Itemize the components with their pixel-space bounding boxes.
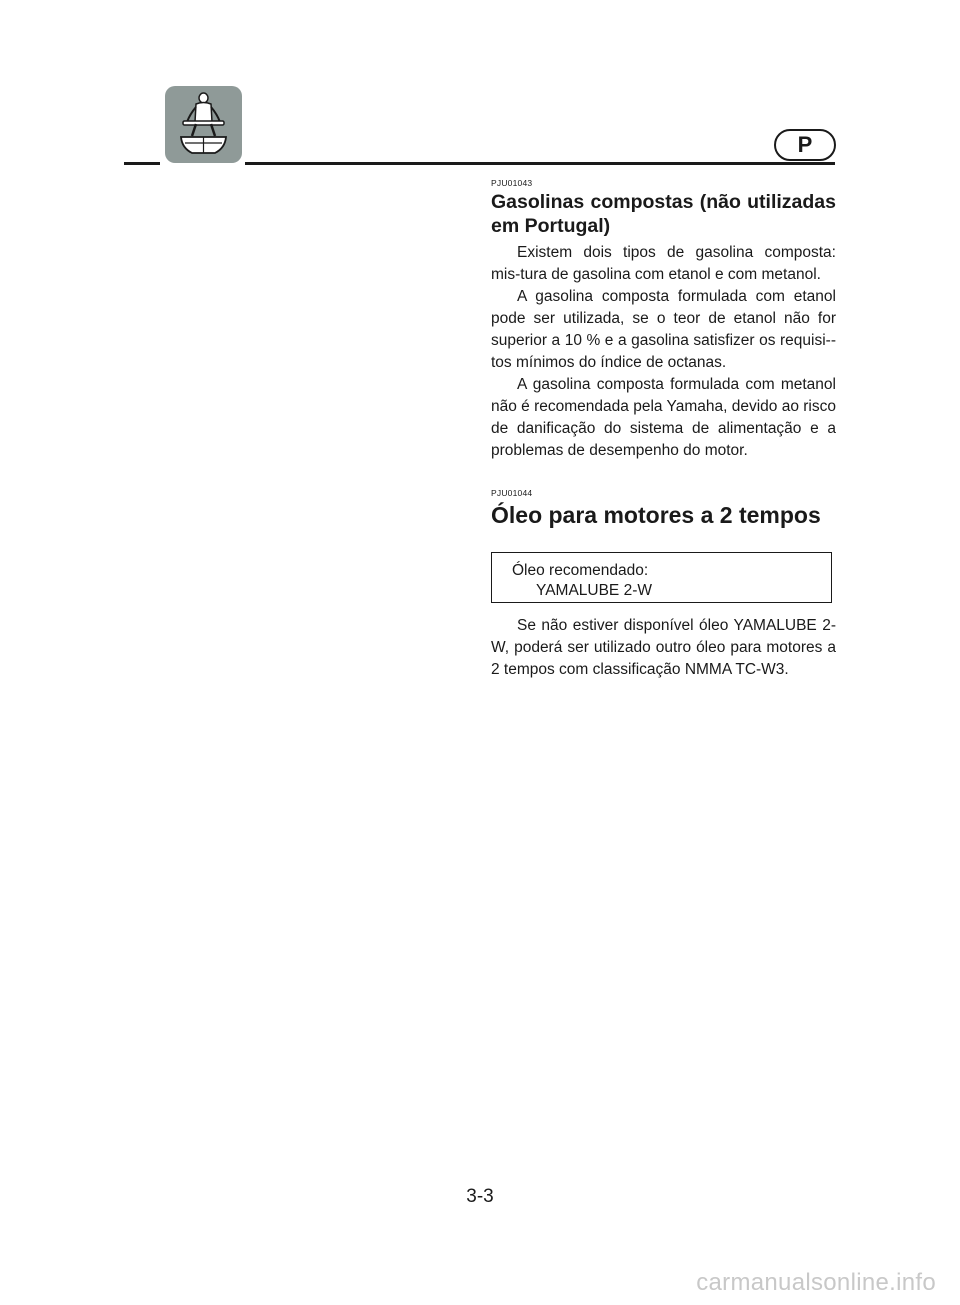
jet-ski-rider-icon (165, 86, 242, 163)
spec-value: YAMALUBE 2-W (536, 582, 652, 599)
section-title: Gasolinas compostas (não utilizadas em Portugal) (491, 191, 836, 237)
section-blended-gasoline (491, 178, 836, 462)
content-column (491, 178, 836, 681)
paragraph: Se não estiver disponível óleo YAMALUBE 2-W, poderá ser utilizado outro óleo para motores a 2 tempos com classificação NMMA TC-W3. (491, 617, 836, 678)
spec-label: Óleo recomendado: (512, 562, 649, 579)
paragraph: Existem dois tipos de gasolina composta: mis-tura de gasolina com etanol e com metanol. (491, 244, 836, 283)
page-number: 3-3 (466, 1186, 494, 1207)
watermark: carmanualsonline.info (696, 1269, 936, 1296)
header-rule-left (124, 162, 160, 165)
section-code: PJU01044 (491, 488, 533, 498)
section-two-stroke-oil (491, 488, 836, 681)
section-title: Óleo para motores a 2 tempos (491, 502, 821, 528)
paragraph: A gasolina composta formulada com etanol pode ser utilizada, se o teor de etanol não for superior a 10 % e a gasolina satisfizer os requisi-tos mínimos do índice de octanas. (491, 288, 836, 371)
section-code: PJU01043 (491, 178, 533, 188)
paragraph: A gasolina composta formulada com metanol não é recomendada pela Yamaha, devido ao risco de danificação do sistema de alimentação e a problemas de desempenho do motor. (491, 376, 836, 459)
recommended-oil-box (491, 552, 832, 603)
language-badge: P (774, 129, 836, 161)
header-rule-right (245, 162, 835, 165)
